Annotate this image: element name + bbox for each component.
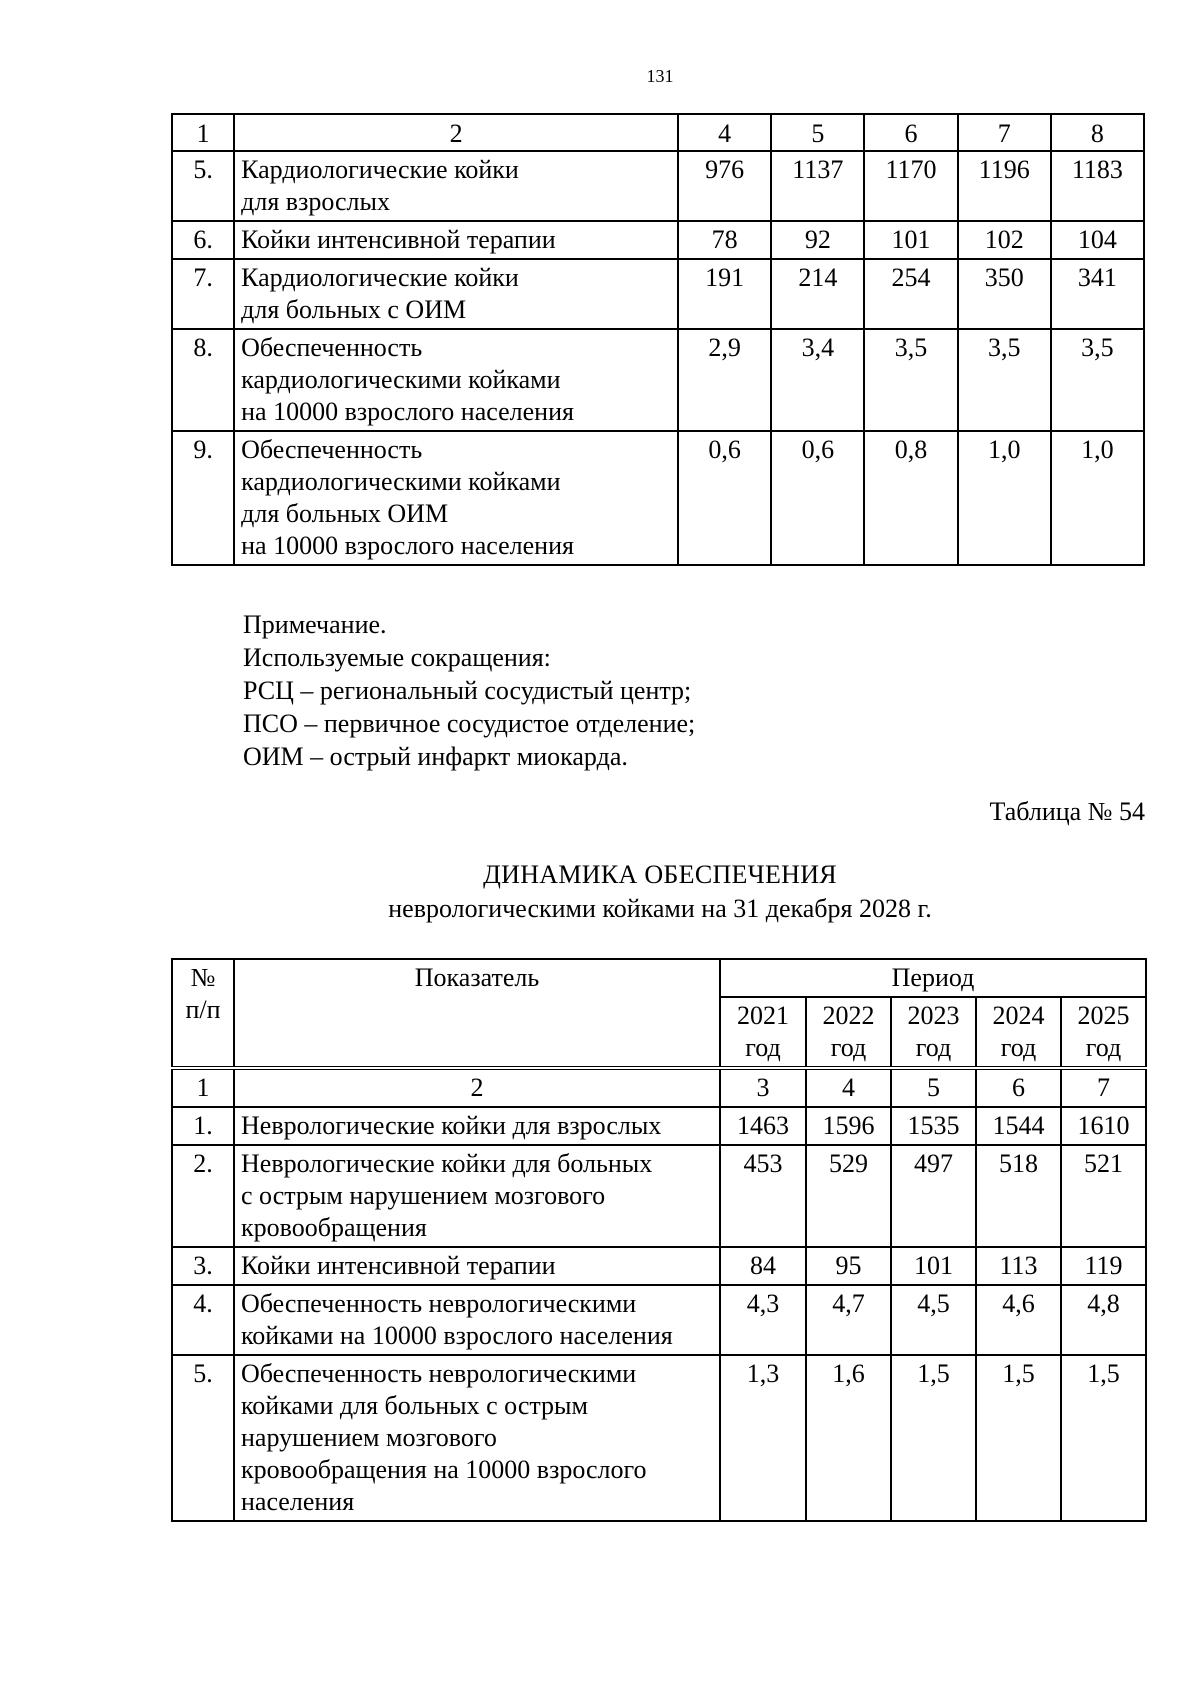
row-number: 9.	[172, 431, 234, 565]
cell-value: 0,6	[771, 431, 864, 565]
neurology-beds-table	[171, 958, 1147, 1522]
column-number: 1	[172, 1068, 234, 1107]
cell-value: 2,9	[678, 329, 771, 431]
cell-value: 1,0	[958, 431, 1051, 565]
column-number-row	[172, 1068, 1146, 1107]
cell-value: 101	[864, 221, 957, 259]
cell-value: 119	[1061, 1247, 1146, 1285]
row-label: Кардиологические койки для взрослых	[234, 151, 678, 221]
column-number: 1	[172, 114, 234, 151]
column-number: 2	[234, 1068, 720, 1107]
table-row	[172, 151, 1144, 221]
header-row	[172, 959, 1146, 997]
row-label: Неврологические койки для больных с острым нарушением мозгового кровообращения	[234, 1145, 720, 1247]
header-year: 2022 год	[806, 997, 891, 1068]
note-line: РСЦ – региональный сосудистый центр;	[243, 676, 692, 705]
cardiology-beds-table	[171, 113, 1145, 566]
column-number: 6	[864, 114, 957, 151]
row-label: Неврологические койки для взрослых	[234, 1107, 720, 1145]
cell-value: 84	[720, 1247, 806, 1285]
column-number: 4	[806, 1068, 891, 1107]
table-row	[172, 329, 1144, 431]
cell-value: 3,5	[1051, 329, 1144, 431]
column-number-row	[172, 114, 1144, 151]
header-year: 2024 год	[976, 997, 1061, 1068]
cell-value: 1170	[864, 151, 957, 221]
cell-value: 92	[771, 221, 864, 259]
table-number-label: Таблица № 54	[989, 797, 1145, 826]
row-label: Койки интенсивной терапии	[234, 221, 678, 259]
column-number: 8	[1051, 114, 1144, 151]
row-number: 5.	[172, 151, 234, 221]
header-period: Период	[720, 959, 1146, 997]
row-number: 7.	[172, 259, 234, 329]
cell-value: 1610	[1061, 1107, 1146, 1145]
cell-value: 1,6	[806, 1355, 891, 1521]
table-title-main: ДИНАМИКА ОБЕСПЕЧЕНИЯ	[483, 860, 837, 889]
column-number: 2	[234, 114, 678, 151]
row-number: 5.	[172, 1355, 234, 1521]
row-label: Обеспеченность кардиологическими койками для больных ОИМ на 10000 взрослого населения	[234, 431, 678, 565]
note-line: Используемые сокращения:	[243, 643, 551, 672]
note-line: ОИМ – острый инфаркт миокарда.	[243, 742, 628, 771]
row-label: Обеспеченность неврологическими койками для больных с острым нарушением мозгового кровообращения на 10000 взрослого населения	[234, 1355, 720, 1521]
column-number: 3	[720, 1068, 806, 1107]
cell-value: 1,5	[1061, 1355, 1146, 1521]
column-number: 5	[891, 1068, 976, 1107]
cell-value: 521	[1061, 1145, 1146, 1247]
cell-value: 1196	[958, 151, 1051, 221]
cell-value: 3,5	[958, 329, 1051, 431]
header-year: 2023 год	[891, 997, 976, 1068]
cell-value: 1596	[806, 1107, 891, 1145]
cell-value: 1,3	[720, 1355, 806, 1521]
note-line: ПСО – первичное сосудистое отделение;	[243, 709, 696, 738]
cell-value: 1,0	[1051, 431, 1144, 565]
cell-value: 4,8	[1061, 1285, 1146, 1355]
cell-value: 1,5	[891, 1355, 976, 1521]
cell-value: 518	[976, 1145, 1061, 1247]
row-number: 2.	[172, 1145, 234, 1247]
cell-value: 104	[1051, 221, 1144, 259]
cell-value: 0,8	[864, 431, 957, 565]
cell-value: 1463	[720, 1107, 806, 1145]
cell-value: 453	[720, 1145, 806, 1247]
row-number: 1.	[172, 1107, 234, 1145]
column-number: 7	[958, 114, 1051, 151]
table-row	[172, 1285, 1146, 1355]
cell-value: 113	[976, 1247, 1061, 1285]
row-number: 4.	[172, 1285, 234, 1355]
cell-value: 3,5	[864, 329, 957, 431]
table-row	[172, 431, 1144, 565]
cell-value: 78	[678, 221, 771, 259]
cell-value: 497	[891, 1145, 976, 1247]
row-number: 6.	[172, 221, 234, 259]
column-number: 5	[771, 114, 864, 151]
cell-value: 102	[958, 221, 1051, 259]
column-number: 4	[678, 114, 771, 151]
row-label: Койки интенсивной терапии	[234, 1247, 720, 1285]
abbreviations-note	[243, 608, 695, 773]
row-number: 3.	[172, 1247, 234, 1285]
cell-value: 529	[806, 1145, 891, 1247]
table-row	[172, 1145, 1146, 1247]
table-row	[172, 1107, 1146, 1145]
column-number: 6	[976, 1068, 1061, 1107]
cell-value: 191	[678, 259, 771, 329]
table-title-sub: неврологическими койками на 31 декабря 2028 г.	[388, 894, 932, 923]
table-title	[60, 858, 1200, 926]
header-indicator: Показатель	[234, 959, 720, 1068]
header-year: 2021 год	[720, 997, 806, 1068]
cell-value: 1137	[771, 151, 864, 221]
cell-value: 95	[806, 1247, 891, 1285]
cell-value: 4,7	[806, 1285, 891, 1355]
cell-value: 4,6	[976, 1285, 1061, 1355]
cell-value: 350	[958, 259, 1051, 329]
cell-value: 341	[1051, 259, 1144, 329]
row-number: 8.	[172, 329, 234, 431]
header-number: № п/п	[172, 959, 234, 1068]
cell-value: 4,3	[720, 1285, 806, 1355]
cell-value: 214	[771, 259, 864, 329]
cell-value: 1535	[891, 1107, 976, 1145]
cell-value: 1,5	[976, 1355, 1061, 1521]
note-heading: Примечание.	[243, 610, 387, 639]
table-row	[172, 221, 1144, 259]
cell-value: 101	[891, 1247, 976, 1285]
row-label: Обеспеченность кардиологическими койками на 10000 взрослого населения	[234, 329, 678, 431]
cell-value: 1544	[976, 1107, 1061, 1145]
header-year: 2025 год	[1061, 997, 1146, 1068]
row-label: Обеспеченность неврологическими койками на 10000 взрослого населения	[234, 1285, 720, 1355]
table-row	[172, 1247, 1146, 1285]
cell-value: 0,6	[678, 431, 771, 565]
cell-value: 976	[678, 151, 771, 221]
page-number: 131	[646, 66, 674, 86]
table-row	[172, 259, 1144, 329]
row-label: Кардиологические койки для больных с ОИМ	[234, 259, 678, 329]
cell-value: 3,4	[771, 329, 864, 431]
table-row	[172, 1355, 1146, 1521]
cell-value: 1183	[1051, 151, 1144, 221]
column-number: 7	[1061, 1068, 1146, 1107]
cell-value: 254	[864, 259, 957, 329]
cell-value: 4,5	[891, 1285, 976, 1355]
